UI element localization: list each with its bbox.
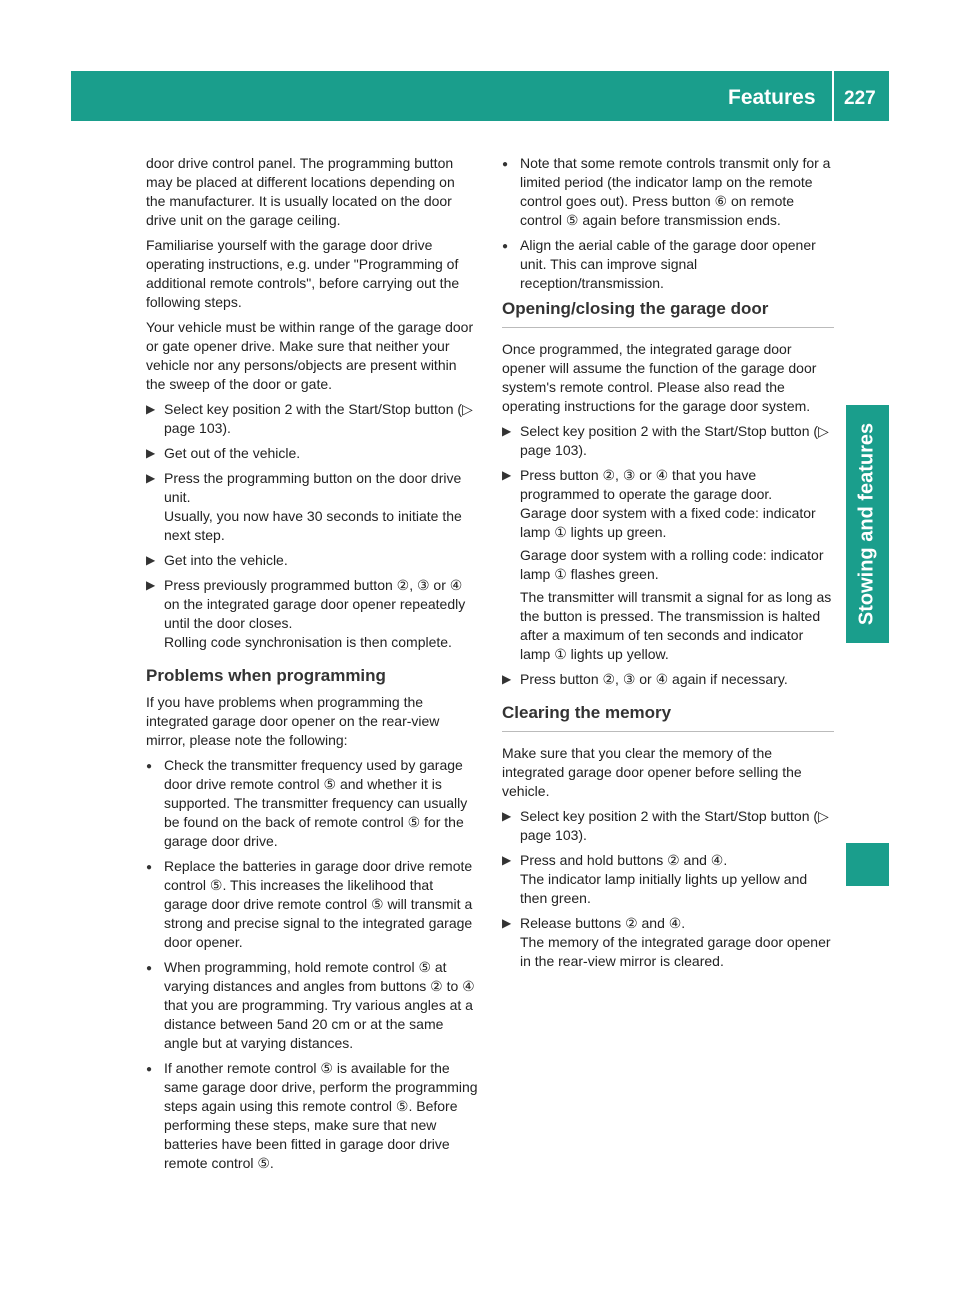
section-heading: Opening/closing the garage door: [502, 299, 834, 328]
arrow-right-icon: ▶: [146, 402, 156, 416]
bullet-icon: ●: [146, 862, 153, 873]
bullet-item: ● Note that some remote controls transmit only for a limited period (the indicator lamp on the remote control goes out). Press button ⑥ on remote control ⑤ again before transmission ends.: [502, 155, 831, 228]
step-item: ▶ Release buttons ② and ④. The memory of the integrated garage door opener in the rear-view mirror is cleared.: [502, 914, 834, 971]
side-tab-label: Stowing and features: [855, 422, 878, 626]
bullet-item: ● If another remote control ⑤ is available for the same garage door drive, perform the programming steps again using this remote control ⑤. Before performing these steps, make sure that new batteries have been fitted in garage door drive remote control ⑤.: [146, 1060, 478, 1171]
bullet-item: ● When programming, hold remote control ⑤ at varying distances and angles from buttons ② to ④ that you are programming. Try various angles at a distance between 5and 20 cm or at the same angle but at varying distances.: [146, 959, 475, 1051]
arrow-right-icon: ▶: [146, 578, 156, 592]
arrow-right-icon: ▶: [502, 853, 512, 867]
bullet-item: ● Align the aerial cable of the garage door opener unit. This can improve signal reception/transmission.: [502, 237, 816, 291]
step-note: Usually, you now have 30 seconds to initiate the next step.: [164, 508, 462, 543]
step-item: ▶ Press and hold buttons ② and ④. The indicator lamp initially lights up yellow and then green.: [502, 851, 834, 908]
paragraph: Make sure that you clear the memory of the integrated garage door opener before selling the vehicle.: [502, 745, 802, 799]
page-number: 227: [844, 88, 876, 109]
subheading: Problems when programming: [146, 666, 386, 685]
step-item: ▶ Get out of the vehicle.: [146, 445, 301, 461]
header-divider: [832, 71, 834, 121]
arrow-right-icon: ▶: [146, 471, 156, 485]
step-note: Garage door system with a fixed code: indicator lamp ① lights up green.: [520, 505, 816, 540]
step-note: Garage door system with a rolling code: indicator lamp ① flashes green.: [520, 547, 824, 582]
side-marker: [846, 843, 889, 886]
step-item: ▶ Press button ②, ③ or ④ that you have programmed to operate the garage door. Garage door system with a fixed code: indicator lamp ① lights up green. Garage door system with a rolling code: indicator lamp ① flashes green. The transmitter will transmit a signal for as long as the button is pressed. The transmission is halted after a maximum of ten seconds and indicator lamp ① lights up yellow.: [502, 466, 834, 664]
arrow-right-icon: ▶: [502, 809, 512, 823]
arrow-right-icon: ▶: [502, 672, 512, 686]
arrow-right-icon: ▶: [146, 446, 156, 460]
step-item: ▶ Select key position 2 with the Start/Stop button (▷ page 103).: [502, 808, 829, 843]
step-item: ▶ Select key position 2 with the Start/Stop button (▷ page 103).: [146, 401, 473, 436]
arrow-right-icon: ▶: [146, 553, 156, 567]
right-column: [502, 154, 834, 977]
section-title: Features: [728, 86, 816, 109]
bullet-icon: ●: [146, 963, 153, 974]
step-item: ▶ Get into the vehicle.: [146, 552, 288, 568]
bullet-icon: ●: [146, 761, 153, 772]
arrow-right-icon: ▶: [502, 424, 512, 438]
step-note: The indicator lamp initially lights up yellow and then green.: [520, 871, 808, 906]
bullet-item: ● Replace the batteries in garage door drive remote control ⑤. This increases the likelihood that garage door drive remote control ⑤ will transmit a strong and precise signal to the integrated garage door opener.: [146, 858, 473, 950]
section-heading: Clearing the memory: [502, 703, 834, 732]
step-note: The memory of the integrated garage door opener in the rear-view mirror is cleared.: [520, 934, 831, 969]
paragraph: If you have problems when programming the integrated garage door opener on the rear-view mirror, please note the following:: [146, 694, 440, 748]
bullet-icon: ●: [502, 241, 509, 252]
step-note: The transmitter will transmit a signal for as long as the button is pressed. The transmission is halted after a maximum of ten seconds and indicator lamp ① lights up yellow.: [520, 589, 832, 662]
step-item: ▶ Press button ②, ③ or ④ again if necessary.: [502, 671, 788, 687]
bullet-item: ● Check the transmitter frequency used by garage door drive remote control ⑤ and whether it is supported. The transmitter frequency can usually be found on the back of remote control ⑤ for the garage door drive.: [146, 757, 468, 849]
paragraph: door drive control panel. The programming button may be placed at different locations depending on the manufacturer. It is usually located on the door drive unit on the garage ceiling.: [146, 155, 455, 228]
step-item: ▶ Press previously programmed button ②, ③ or ④ on the integrated garage door opener repeatedly until the door closes. Rolling code synchronisation is then complete.: [146, 576, 478, 652]
bullet-icon: ●: [146, 1064, 153, 1075]
arrow-right-icon: ▶: [502, 916, 512, 930]
arrow-right-icon: ▶: [502, 468, 512, 482]
bullet-icon: ●: [502, 159, 509, 170]
step-item: ▶ Press the programming button on the door drive unit. Usually, you now have 30 seconds to initiate the next step.: [146, 469, 478, 545]
paragraph: Familiarise yourself with the garage door drive operating instructions, e.g. under "Programming of additional remote controls", before carrying out the following steps.: [146, 237, 460, 310]
paragraph: Your vehicle must be within range of the garage door or gate opener drive. Make sure that neither your vehicle nor any persons/objects are present within the sweep of the door or gate.: [146, 319, 474, 392]
left-column: [146, 154, 478, 1179]
step-item: ▶ Select key position 2 with the Start/Stop button (▷ page 103).: [502, 423, 829, 458]
step-note: Rolling code synchronisation is then complete.: [164, 634, 452, 650]
paragraph: Once programmed, the integrated garage door opener will assume the function of the garage door system's remote control. Please also read the operating instructions for the garage door system.: [502, 341, 817, 414]
